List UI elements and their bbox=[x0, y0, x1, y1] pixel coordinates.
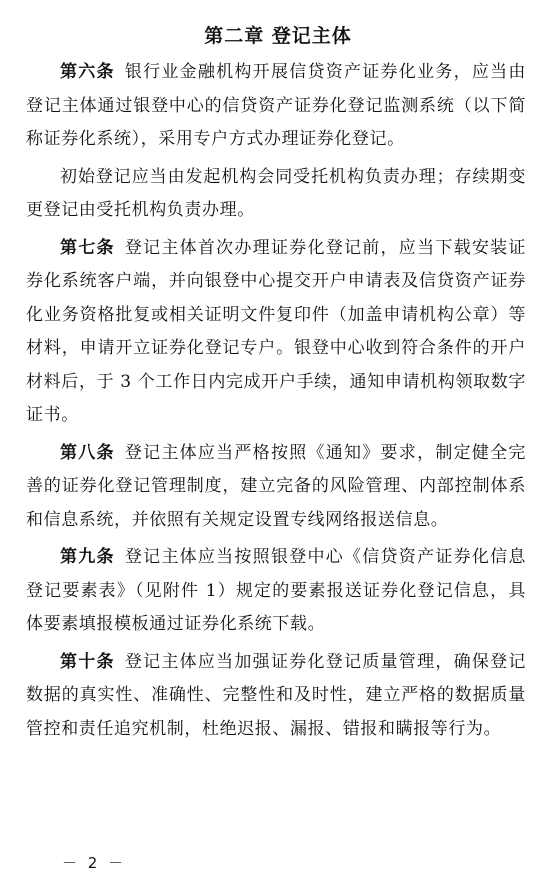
article-6-continuation-paragraph bbox=[26, 161, 526, 228]
article-9-paragraph bbox=[26, 541, 526, 642]
article-label: 第七条 bbox=[60, 237, 115, 258]
article-7-paragraph bbox=[26, 232, 526, 433]
article-text: 银行业金融机构开展信贷资产证券化业务，应当由登记主体通过银登中心的信贷资产证券化登记监测系统（以下简称证券化系统），采用专户方式办理证券化登记。 bbox=[26, 62, 526, 149]
article-8-paragraph bbox=[26, 437, 526, 538]
paragraph-text: 初始登记应当由发起机构会同受托机构负责办理；存续期变更登记由受托机构负责办理。 bbox=[26, 166, 526, 220]
article-text: 登记主体首次办理证券化登记前，应当下载安装证券化系统客户端，并向银登中心提交开户申请表及信贷资产证券化业务资格批复或相关证明文件复印件（加盖申请机构公章）等材料，申请开立证券化登记专户。银登中心收到符合条件的开户材料后，于 3 个工作日内完成开户手续，通知申请机构领取数字证书。 bbox=[26, 237, 526, 425]
article-text: 登记主体应当严格按照《通知》要求，制定健全完善的证券化登记管理制度，建立完备的风险管理、内部控制体系和信息系统，并依照有关规定设置专线网络报送信息。 bbox=[26, 442, 526, 530]
page-number: － 2 － bbox=[62, 854, 127, 872]
chapter-title: 第二章 登记主体 bbox=[204, 25, 352, 47]
article-10-paragraph bbox=[26, 646, 526, 747]
article-label: 第九条 bbox=[60, 547, 115, 567]
article-label: 第六条 bbox=[60, 62, 115, 82]
article-text: 登记主体应当加强证券化登记质量管理，确保登记数据的真实性、准确性、完整性和及时性，建立严格的数据质量管控和责任追究机制，杜绝迟报、漏报、错报和瞒报等行为。 bbox=[26, 651, 526, 739]
article-text: 登记主体应当按照银登中心《信贷资产证券化信息登记要素表》（见附件 1）规定的要素报送证券化登记信息，具体要素填报模板通过证券化系统下载。 bbox=[26, 547, 526, 634]
article-label: 第十条 bbox=[60, 651, 115, 672]
document-body bbox=[26, 56, 526, 750]
article-6-paragraph bbox=[26, 56, 526, 157]
article-label: 第八条 bbox=[60, 442, 115, 463]
